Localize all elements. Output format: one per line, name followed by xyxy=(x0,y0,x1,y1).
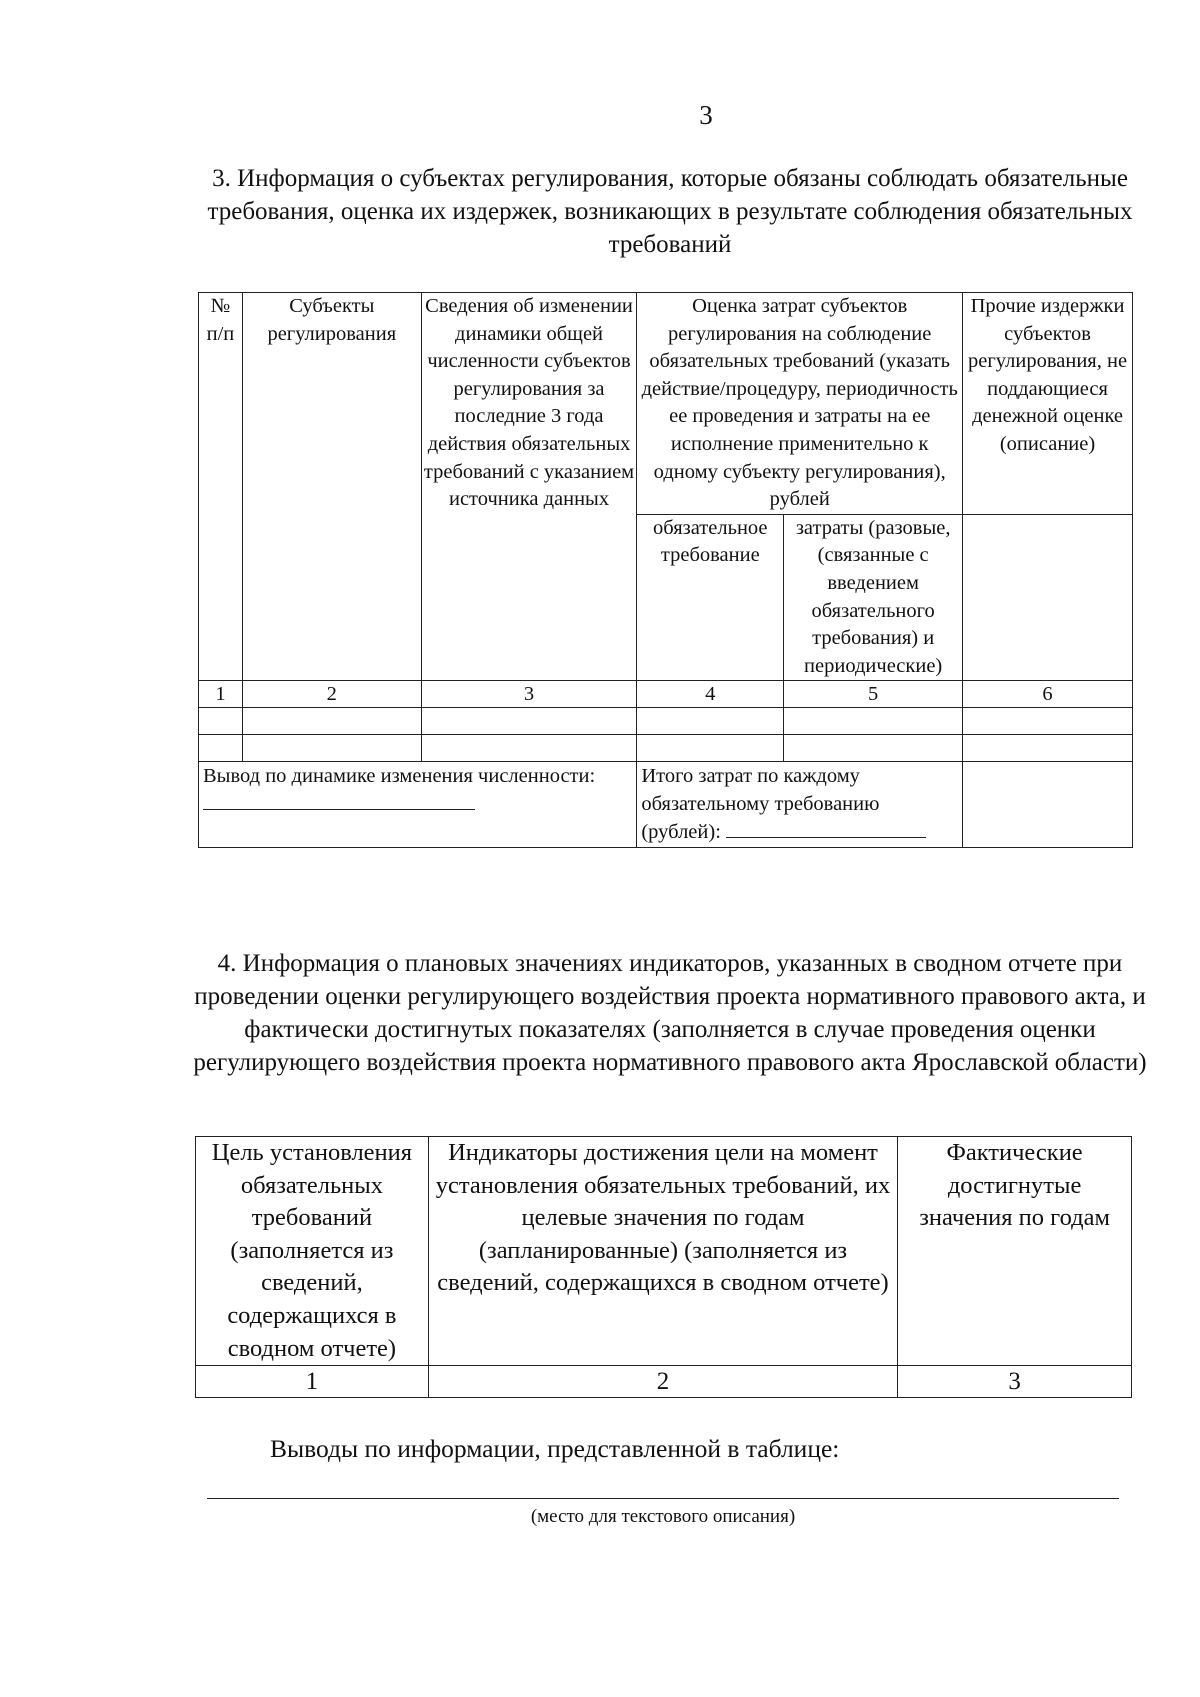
subjects-costs-table xyxy=(198,292,1133,848)
table-cell xyxy=(242,735,421,762)
column-number: 6 xyxy=(963,681,1133,708)
total-costs-label: Итого затрат по каждому обязательному требованию (рублей): xyxy=(641,765,880,843)
table-cell xyxy=(242,708,421,735)
page-number: 3 xyxy=(699,100,713,130)
header-dynamics: Сведения об изменении динамики общей численности субъектов регулирования за последние 3 года действия обязательных требований с указанием источника данных xyxy=(421,293,637,681)
indicators-table xyxy=(195,1136,1132,1398)
table-row xyxy=(199,708,1133,735)
column-number: 3 xyxy=(898,1366,1132,1398)
table-cell xyxy=(637,708,784,735)
dynamics-conclusion-blank xyxy=(203,791,475,810)
section4-title: 4. Информация о плановых значениях индикаторов, указанных в сводном отчете при проведении оценки регулирующего воздействия проекта нормативного правового акта, и фактически достигнутых показателях (заполняется в случае проведения оценки регулирующего воздействия проекта нормативного правового акта Ярославской области) xyxy=(193,950,1147,1076)
column-number: 2 xyxy=(242,681,421,708)
table-cell xyxy=(421,708,637,735)
conclusion-label: Выводы по информации, представленной в таблице: xyxy=(270,1434,840,1463)
table-row xyxy=(199,735,1133,762)
header-subjects: Субъекты регулирования xyxy=(242,293,421,681)
total-costs-blank xyxy=(726,819,926,838)
table-cell xyxy=(421,735,637,762)
header-num: № п/п xyxy=(199,293,243,681)
dynamics-conclusion-label: Вывод по динамике изменения численности: xyxy=(203,765,596,788)
column-number: 3 xyxy=(421,681,637,708)
table-cell xyxy=(784,708,963,735)
column-number: 1 xyxy=(199,681,243,708)
dynamics-conclusion-cell xyxy=(199,762,637,848)
header-other: Прочие издержки субъектов регулирования, не поддающиеся денежной оценке (описание) xyxy=(963,293,1133,515)
column-numbers-row xyxy=(196,1366,1132,1398)
header-other-continued xyxy=(963,514,1133,681)
column-numbers-row xyxy=(199,681,1133,708)
table-cell xyxy=(199,735,243,762)
conclusion-caption: (место для текстового описания) xyxy=(530,1506,796,1527)
header-goal: Цель установления обязательных требований (заполняется из сведений, содержащихся в сводном отчете) xyxy=(196,1137,429,1366)
column-number: 4 xyxy=(637,681,784,708)
section3-title: 3. Информация о субъектах регулирования, которые обязаны соблюдать обязательные требования, оценка их издержек, возникающих в результате соблюдения обязательных требований xyxy=(207,165,1133,258)
table-cell xyxy=(199,708,243,735)
header-costs-expenses: затраты (разовые, (связанные с введением обязательного требования) и периодические) xyxy=(784,514,963,681)
column-number: 1 xyxy=(196,1366,429,1398)
header-actual: Фактические достигнутые значения по годам xyxy=(898,1137,1132,1366)
header-costs-requirement: обязательное требование xyxy=(637,514,784,681)
table-cell xyxy=(963,708,1133,735)
conclusion-text-line xyxy=(207,1498,1119,1499)
table-cell xyxy=(784,735,963,762)
footer-empty-cell xyxy=(963,762,1133,848)
footer-row xyxy=(199,762,1133,848)
header-costs: Оценка затрат субъектов регулирования на соблюдение обязательных требований (указать действие/процедуру, периодичность ее проведения и затраты на ее исполнение применительно к одному субъекту регулирования), рублей xyxy=(637,293,963,515)
total-costs-cell xyxy=(637,762,963,848)
table-cell xyxy=(637,735,784,762)
header-indicators: Индикаторы достижения цели на момент установления обязательных требований, их целевые значения по годам (запланированные) (заполняется из сведений, содержащихся в сводном отчете) xyxy=(428,1137,897,1366)
table-cell xyxy=(963,735,1133,762)
column-number: 2 xyxy=(428,1366,897,1398)
column-number: 5 xyxy=(784,681,963,708)
